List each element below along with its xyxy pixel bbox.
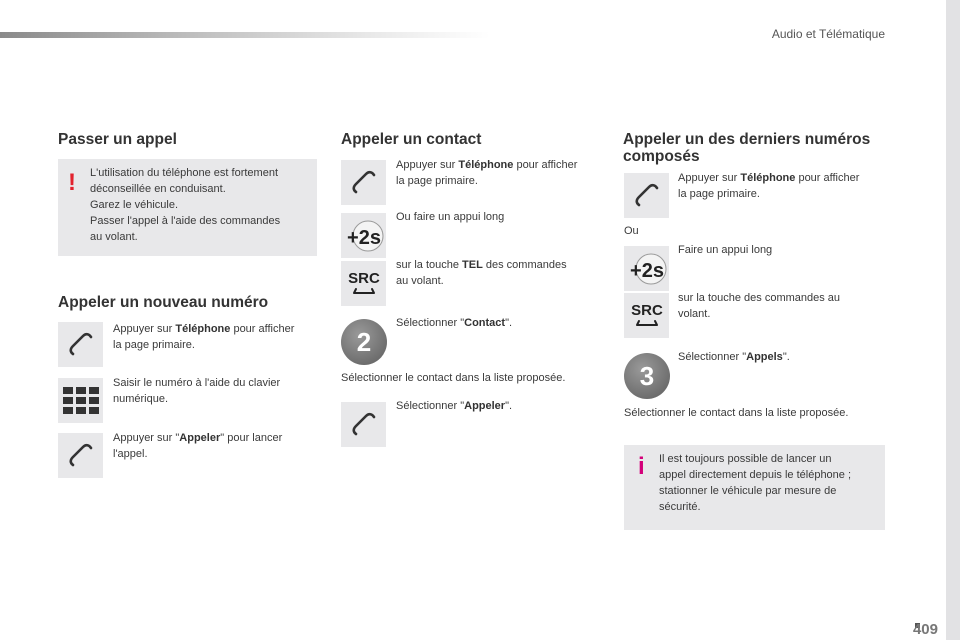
src-button-icon (341, 261, 386, 306)
page-number: 409 (912, 621, 938, 638)
info-text: Il est toujours possible de lancer un appel directement depuis le téléphone ; stationner le véhicule par mesure de sécurité. (659, 453, 852, 513)
col3-step4-text: Sélectionner "Appels". (678, 351, 790, 363)
info-box (624, 445, 885, 530)
col3-ou-text: Ou (624, 225, 639, 237)
src-label: SRC (630, 301, 663, 319)
col1-step1-text: Appuyer sur Téléphone pour afficher la page primaire. (113, 323, 295, 351)
col3-step3-text: sur la touche des commandes au volant. (678, 292, 841, 320)
col3-step5-text: Sélectionner le contact dans la liste proposée. (624, 407, 849, 419)
step-number-2: 2 (341, 319, 387, 365)
phone-icon (341, 402, 386, 447)
long-press-icon (341, 213, 386, 258)
keypad-icon (58, 378, 103, 423)
phone-icon (58, 433, 103, 478)
info-icon: i (638, 453, 645, 480)
warning-icon: ! (68, 169, 76, 196)
step-number-3: 3 (624, 353, 670, 399)
col2-step3-text: sur la touche TEL des commandes au volant. (396, 259, 567, 287)
long-press-label: +2s (629, 259, 664, 282)
col3-step1-text: Appuyer sur Téléphone pour afficher la page primaire. (678, 172, 860, 200)
long-press-icon (624, 246, 669, 291)
col2-step2-text: Ou faire un appui long (396, 211, 505, 223)
phone-icon (58, 322, 103, 367)
page-header: Audio et Télématique (771, 27, 885, 41)
col1-step2-text: Saisir le numéro à l'aide du clavier numérique. (113, 377, 281, 405)
col2-step1-text: Appuyer sur Téléphone pour afficher la page primaire. (396, 159, 578, 187)
section-title-derniers-numeros: Appeler un des derniers numéros composés (623, 131, 871, 165)
section-title-passer-appel: Passer un appel (58, 131, 177, 148)
col2-step4-text: Sélectionner "Contact". (396, 317, 513, 329)
header-gradient-bar (0, 32, 490, 38)
long-press-label: +2s (346, 226, 381, 249)
col2-step6-text: Sélectionner "Appeler". (396, 400, 513, 412)
warning-box (58, 159, 317, 256)
col3-step2-text: Faire un appui long (678, 244, 773, 256)
col2-step5-text: Sélectionner le contact dans la liste proposée. (341, 372, 566, 384)
warning-text: L'utilisation du téléphone est fortement déconseillée en conduisant. Garez le véhicule. Passer l'appel à l'aide des commandes au volant. (90, 167, 281, 243)
phone-icon (341, 160, 386, 205)
section-title-nouveau-numero: Appeler un nouveau numéro (58, 294, 269, 311)
src-button-icon (624, 293, 669, 338)
phone-icon (624, 173, 669, 218)
section-title-appeler-contact: Appeler un contact (341, 131, 482, 148)
col1-step3-text: Appuyer sur "Appeler" pour lancer l'appel. (113, 432, 283, 460)
page-edge-bar (946, 0, 960, 640)
src-label: SRC (347, 269, 380, 287)
